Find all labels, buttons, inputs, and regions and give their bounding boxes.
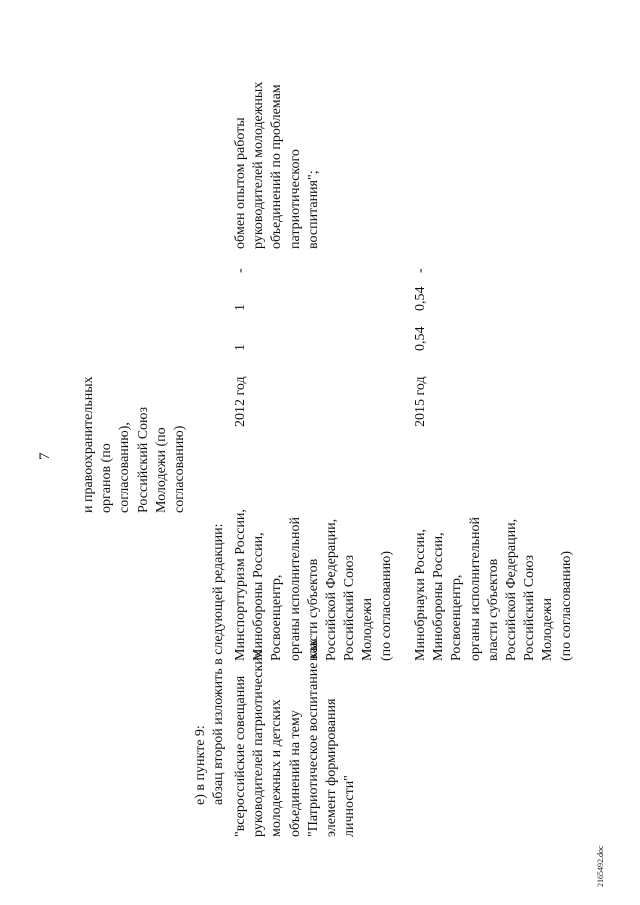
executor-line: органы исполнительной (287, 516, 303, 661)
row1-value-1: 1 (233, 344, 248, 351)
carryover-line: органов (по (99, 443, 115, 513)
row2-value-2: 0,54 (413, 286, 428, 311)
executor-line: Российской Федерации, (324, 518, 340, 661)
executor-line: Российский Союз (522, 554, 538, 661)
row2-executors (412, 517, 576, 661)
executor-line: (по согласованию) (378, 550, 394, 661)
executor-line: Молодежи (540, 598, 556, 661)
executor-line: Российской Федерации, (504, 518, 520, 661)
row2-year: 2015 год (413, 376, 428, 427)
event-line: элемент формирования (324, 698, 340, 837)
executor-line: Росвоенцентр, (269, 574, 285, 661)
result-line: обмен опытом работы (233, 117, 248, 249)
executor-line: Молодежи (360, 598, 376, 661)
file-name-footer: 2165492.doc (596, 845, 605, 887)
row1-year: 2012 год (233, 376, 248, 427)
instruction-text: абзац второй изложить в следующей редакции: (211, 523, 226, 805)
result-line: объединений по проблемам (269, 84, 285, 249)
executor-line: Минобороны России, (431, 532, 447, 661)
executor-line: Минобрнауки России, (413, 528, 428, 661)
row1-executors (232, 509, 396, 661)
page-number: 7 (37, 452, 53, 460)
event-line: "всероссийские совещания (233, 675, 248, 837)
row2-value-1: 0,54 (413, 326, 428, 351)
executor-line: органы исполнительной (467, 516, 483, 661)
carryover-line: и правоохранительных (81, 376, 96, 513)
result-line: воспитания"; (305, 170, 321, 249)
executor-line: власти субъектов (485, 558, 501, 661)
row1-value-2: 1 (233, 304, 248, 311)
section-heading: е) в пункте 9: (193, 725, 208, 805)
carryover-text (80, 376, 189, 513)
executor-line: власти субъектов (305, 558, 321, 661)
executor-line: (по согласованию) (558, 550, 574, 661)
event-description (232, 639, 359, 837)
event-line: объединений на тему (287, 710, 303, 837)
carryover-line: Молодежи (по (153, 427, 169, 513)
result-line: патриотического (287, 149, 303, 249)
executor-line: Российский Союз (342, 554, 358, 661)
result-line: руководителей молодежных (251, 81, 267, 249)
carryover-line: согласованию), (117, 422, 133, 513)
carryover-line: согласованию) (172, 425, 188, 513)
event-line: руководителей патриотических (251, 650, 267, 837)
event-line: личности" (342, 775, 358, 837)
carryover-line: Российский Союз (135, 406, 151, 513)
executor-line: Росвоенцентр, (449, 574, 465, 661)
executor-line: Минобороны России, (251, 532, 267, 661)
row2-value-3: - (413, 268, 428, 273)
executor-line: Минспорттуризм России, (233, 509, 248, 661)
event-line: "Патриотическое воспитание как (305, 639, 321, 837)
row1-result (232, 82, 323, 249)
row1-value-3: - (233, 268, 248, 273)
event-line: молодежных и детских (269, 699, 285, 837)
